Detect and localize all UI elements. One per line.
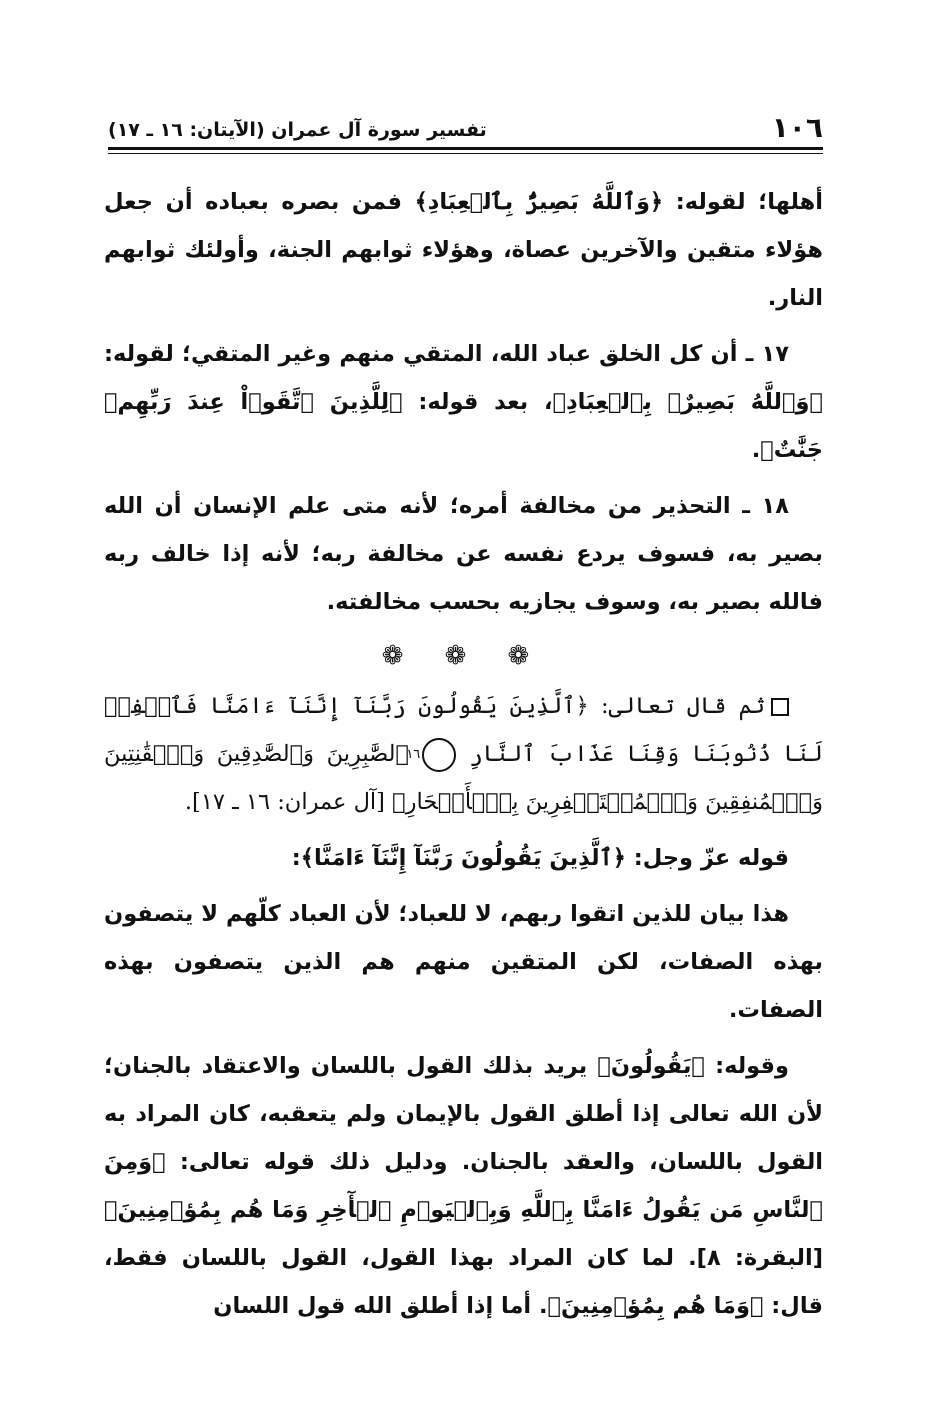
- paragraph-7: وقوله: ﴿يَقُولُونَ﴾ يريد بذلك القول باللسان والاعتقاد بالجنان؛ لأن الله تعالى إذا أطلق القول بالإيمان ولم يتعقبه، كان المراد به القول باللسان، والعقد بالجنان. ودليل ذلك قوله تعالى: ﴿وَمِنَ ٱلنَّاسِ مَن يَقُولُ ءَامَنَّا بِٱللَّهِ وَبِٱلۡيَوۡمِ ٱلۡأٓخِرِ وَمَا هُم بِمُؤۡمِنِينَ﴾ [البقرة: ٨]. لما كان المراد بهذا القول، القول باللسان فقط، قال: ﴿وَمَا هُم بِمُؤۡمِنِينَ﴾. أما إذا أطلق الله قول اللسان: [104, 1053, 824, 1319]
- quran-verse-part-2: ٱلصَّٰبِرِينَ وَٱلصَّٰدِقِينَ وَٱلۡقَٰنِتِينَ وَٱلۡمُنفِقِينَ وَٱلۡمُسۡتَغۡفِرِينَ بِٱلۡأَسۡحَارِ﴾ [آل عمران: ١٦ ـ ١٧].: [104, 741, 823, 815]
- page-number: ١٠٦: [771, 111, 823, 144]
- section-marker-icon: [771, 698, 789, 716]
- paragraph-3: ١٨ ـ التحذير من مخالفة أمره؛ لأنه متى علم الإنسان أن الله بصير به، فسوف يردع نفسه عن مخالفة ربه؛ لأنه إذا خالف ربه فالله بصير به، وسوف يجازيه بحسب مخالفته.: [104, 493, 823, 615]
- paragraph-1: أهلها؛ لقوله: ﴿وَٱللَّهُ بَصِيرٌۢ بِٱلۡعِبَادِ﴾ فمن بصره بعباده أن جعل هؤلاء متقين والآخرين عصاة، وهؤلاء ثوابهم الجنة، وأولئك ثوابهم النار.: [104, 189, 823, 311]
- verse-number-marker: ١٦: [422, 738, 456, 772]
- header-rule-thin: [108, 153, 823, 154]
- paragraph-2: ١٧ ـ أن كل الخلق عباد الله، المتقي منهم وغير المتقي؛ لقوله: ﴿وَٱللَّهُ بَصِيرٌۢ بِٱلۡعِبَادِ﴾، بعد قوله: ﴿لِلَّذِينَ ٱتَّقَوۡاْ عِندَ رَبِّهِمۡ جَنَّٰتٌ﴾.: [104, 341, 823, 463]
- running-title: تفسير سورة آل عمران (الآيتان: ١٦ ـ ١٧): [108, 119, 487, 141]
- page-body: [104, 178, 823, 1338]
- paragraph-4: [104, 682, 823, 826]
- paragraph-6: هذا بيان للذين اتقوا ربهم، لا للعباد؛ لأن العباد كلّهم لا يتصفون بهذه الصفات، لكن المتقين منهم هم الذين يتصفون بهذه الصفات.: [104, 901, 823, 1023]
- header-rule-thick: [108, 147, 823, 150]
- section-divider-ornaments: ❁ ❁ ❁: [381, 641, 546, 671]
- page-header: [108, 104, 823, 144]
- quran-verse-part-1: ثم قال تعالى: ﴿ٱلَّذِينَ يَقُولُونَ رَبَّنَآ إِنَّنَآ ءَامَنَّا فَٱغۡفِرۡ لَنَا ذُنُوبَنَا وَقِنَا عَذَابَ ٱلنَّارِ: [104, 693, 823, 767]
- paragraph-5: قوله عزّ وجل: ﴿ٱلَّذِينَ يَقُولُونَ رَبَّنَآ إِنَّنَآ ءَامَنَّا﴾:: [291, 845, 789, 871]
